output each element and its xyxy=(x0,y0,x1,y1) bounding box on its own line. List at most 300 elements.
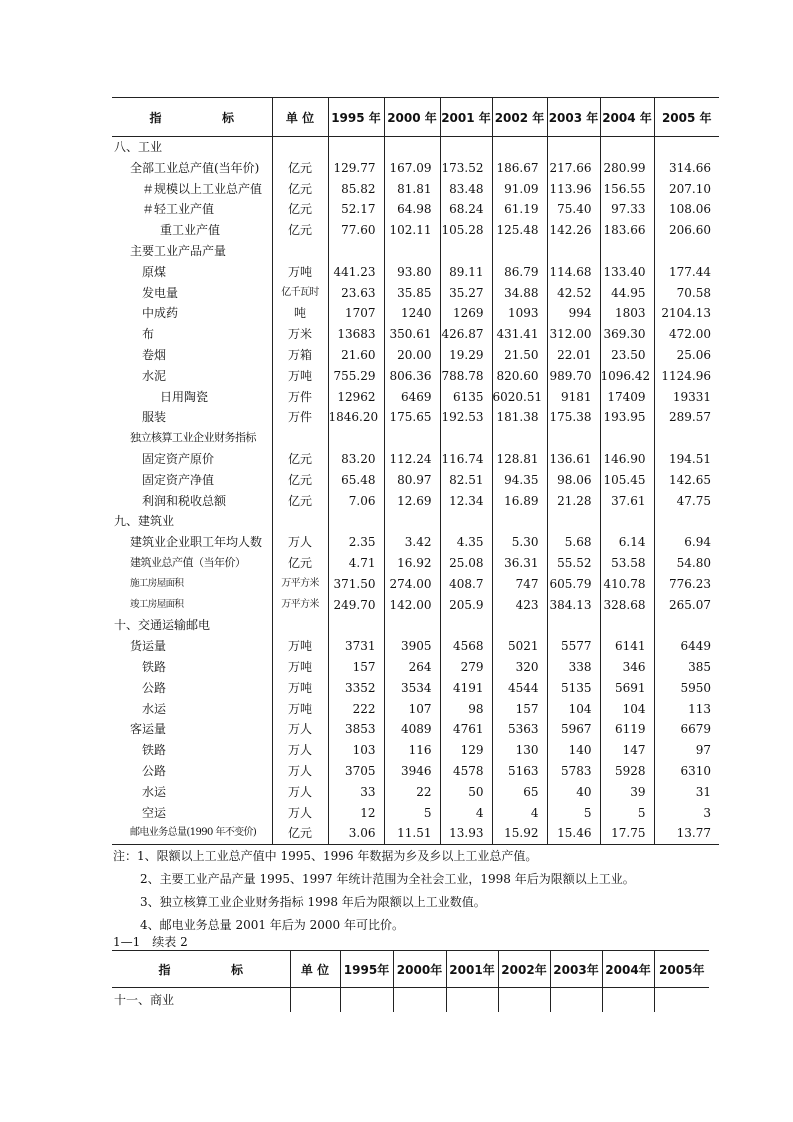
row-unit: 吨 xyxy=(272,303,328,324)
row-unit: 万人 xyxy=(272,719,328,740)
value-cell: 3705 xyxy=(328,761,384,782)
value-cell: 194.51 xyxy=(654,449,719,470)
row-label: 空运 xyxy=(142,805,167,820)
value-cell: 264 xyxy=(384,657,440,678)
row-label: 水运 xyxy=(142,701,167,716)
value-cell xyxy=(492,137,547,158)
row-unit: 亿千瓦时 xyxy=(272,283,328,304)
value-cell xyxy=(440,241,492,262)
value-cell: 5.68 xyxy=(547,532,600,553)
header-year: 2005年 xyxy=(654,951,709,988)
value-cell: 994 xyxy=(547,303,600,324)
table-row xyxy=(112,553,719,574)
value-cell: 426.87 xyxy=(440,324,492,345)
value-cell: 16.89 xyxy=(492,491,547,512)
row-label: 全部工业总产值(当年价) xyxy=(130,160,260,175)
value-cell: 89.11 xyxy=(440,262,492,283)
table-row xyxy=(112,283,719,304)
row-unit: 亿元 xyxy=(272,449,328,470)
value-cell xyxy=(547,615,600,636)
row-unit: 万平方米 xyxy=(272,574,328,595)
note-line: 注：1、限额以上工业总产值中 1995、1996 年数据为乡及乡以上工业总产值。 xyxy=(113,849,538,863)
value-cell xyxy=(440,428,492,449)
value-cell: 5135 xyxy=(547,678,600,699)
value-cell: 5967 xyxy=(547,719,600,740)
row-label: 水运 xyxy=(142,784,167,799)
value-cell: 312.00 xyxy=(547,324,600,345)
value-cell: 350.61 xyxy=(384,324,440,345)
value-cell: 47.75 xyxy=(654,491,719,512)
value-cell: 338 xyxy=(547,657,600,678)
value-cell: 83.48 xyxy=(440,179,492,200)
table-row xyxy=(112,657,719,678)
row-label: 布 xyxy=(142,327,155,342)
row-label: 施工房屋面积 xyxy=(130,577,184,589)
value-cell xyxy=(600,137,654,158)
value-cell: 11.51 xyxy=(384,823,440,844)
row-unit: 亿元 xyxy=(272,553,328,574)
row-label: 九、建筑业 xyxy=(114,514,175,529)
value-cell: 23.63 xyxy=(328,283,384,304)
row-label: 服装 xyxy=(142,410,167,425)
value-cell: 4578 xyxy=(440,761,492,782)
table-notes xyxy=(113,845,723,937)
value-cell: 12962 xyxy=(328,387,384,408)
value-cell: 384.13 xyxy=(547,595,600,616)
value-cell: 3352 xyxy=(328,678,384,699)
value-cell xyxy=(384,137,440,158)
value-cell: 369.30 xyxy=(600,324,654,345)
value-cell xyxy=(384,428,440,449)
value-cell: 1096.42 xyxy=(600,366,654,387)
value-cell: 3946 xyxy=(384,761,440,782)
table-row xyxy=(112,740,719,761)
row-label: 中成药 xyxy=(142,306,179,321)
value-cell: 65.48 xyxy=(328,470,384,491)
row-label: 公路 xyxy=(142,763,167,778)
value-cell: 40 xyxy=(547,782,600,803)
cell xyxy=(290,988,340,1013)
value-cell: 6.94 xyxy=(654,532,719,553)
header-unit: 单 位 xyxy=(272,98,328,137)
value-cell: 20.00 xyxy=(384,345,440,366)
value-cell xyxy=(384,511,440,532)
value-cell: 431.41 xyxy=(492,324,547,345)
value-cell: 6020.51 xyxy=(492,387,547,408)
value-cell xyxy=(440,137,492,158)
value-cell xyxy=(440,511,492,532)
value-cell: 61.19 xyxy=(492,199,547,220)
value-cell: 147 xyxy=(600,740,654,761)
value-cell: 6310 xyxy=(654,761,719,782)
row-unit: 万吨 xyxy=(272,699,328,720)
table-header-row xyxy=(112,951,709,988)
row-label: 铁路 xyxy=(142,659,167,674)
value-cell: 33 xyxy=(328,782,384,803)
value-cell: 39 xyxy=(600,782,654,803)
value-cell: 1269 xyxy=(440,303,492,324)
table-row xyxy=(112,636,719,657)
value-cell: 19331 xyxy=(654,387,719,408)
row-unit xyxy=(272,137,328,158)
value-cell: 68.24 xyxy=(440,199,492,220)
value-cell xyxy=(654,615,719,636)
value-cell: 105.45 xyxy=(600,470,654,491)
table-row xyxy=(112,324,719,345)
value-cell: 2104.13 xyxy=(654,303,719,324)
row-unit: 亿元 xyxy=(272,470,328,491)
table-row xyxy=(112,137,719,158)
table-row xyxy=(112,782,719,803)
value-cell: 207.10 xyxy=(654,179,719,200)
value-cell: 12 xyxy=(328,803,384,824)
value-cell: 747 xyxy=(492,574,547,595)
table-row xyxy=(112,158,719,179)
value-cell xyxy=(600,511,654,532)
row-unit: 万吨 xyxy=(272,366,328,387)
value-cell xyxy=(328,615,384,636)
row-label: 建筑业企业职工年均人数 xyxy=(130,535,263,550)
value-cell: 4 xyxy=(492,803,547,824)
value-cell: 21.50 xyxy=(492,345,547,366)
row-unit: 亿元 xyxy=(272,158,328,179)
row-unit: 万吨 xyxy=(272,636,328,657)
value-cell: 193.95 xyxy=(600,407,654,428)
value-cell: 3853 xyxy=(328,719,384,740)
row-label: 主要工业产品产量 xyxy=(130,243,227,258)
value-cell: 98 xyxy=(440,699,492,720)
note-line: 3、独立核算工业企业财务指标 1998 年后为限额以上工业数值。 xyxy=(140,895,486,909)
value-cell: 86.79 xyxy=(492,262,547,283)
value-cell: 6119 xyxy=(600,719,654,740)
row-label: 铁路 xyxy=(142,743,167,758)
table-row xyxy=(112,387,719,408)
row-label: 固定资产原价 xyxy=(142,451,215,466)
value-cell: 820.60 xyxy=(492,366,547,387)
value-cell: 175.65 xyxy=(384,407,440,428)
value-cell: 3.06 xyxy=(328,823,384,844)
value-cell: 22 xyxy=(384,782,440,803)
value-cell: 4544 xyxy=(492,678,547,699)
value-cell: 423 xyxy=(492,595,547,616)
header-year: 2000年 xyxy=(393,951,446,988)
value-cell: 5.30 xyxy=(492,532,547,553)
value-cell: 25.06 xyxy=(654,345,719,366)
value-cell: 104 xyxy=(547,699,600,720)
value-cell: 116 xyxy=(384,740,440,761)
table-row xyxy=(112,678,719,699)
value-cell: 12.69 xyxy=(384,491,440,512)
value-cell: 1240 xyxy=(384,303,440,324)
row-unit: 万人 xyxy=(272,740,328,761)
value-cell: 129.77 xyxy=(328,158,384,179)
table-body xyxy=(112,137,719,845)
value-cell: 82.51 xyxy=(440,470,492,491)
value-cell: 35.85 xyxy=(384,283,440,304)
value-cell: 31 xyxy=(654,782,719,803)
row-label: 固定资产净值 xyxy=(142,472,215,487)
table-row xyxy=(112,345,719,366)
value-cell xyxy=(492,615,547,636)
value-cell: 13683 xyxy=(328,324,384,345)
value-cell: 181.38 xyxy=(492,407,547,428)
header-year: 2002 年 xyxy=(492,98,547,137)
value-cell: 85.82 xyxy=(328,179,384,200)
value-cell: 125.48 xyxy=(492,220,547,241)
value-cell: 80.97 xyxy=(384,470,440,491)
value-cell: 130 xyxy=(492,740,547,761)
value-cell: 410.78 xyxy=(600,574,654,595)
value-cell: 289.57 xyxy=(654,407,719,428)
value-cell xyxy=(547,137,600,158)
value-cell: 3534 xyxy=(384,678,440,699)
table-row xyxy=(112,303,719,324)
value-cell xyxy=(654,241,719,262)
value-cell: 5021 xyxy=(492,636,547,657)
value-cell: 5577 xyxy=(547,636,600,657)
cell xyxy=(393,988,446,1013)
value-cell: 17409 xyxy=(600,387,654,408)
row-label: 十、交通运输邮电 xyxy=(114,618,211,633)
table-row xyxy=(112,179,719,200)
row-unit xyxy=(272,615,328,636)
value-cell: 186.67 xyxy=(492,158,547,179)
value-cell xyxy=(492,241,547,262)
cell xyxy=(602,988,654,1013)
value-cell: 5163 xyxy=(492,761,547,782)
value-cell: 97 xyxy=(654,740,719,761)
value-cell: 328.68 xyxy=(600,595,654,616)
value-cell: 157 xyxy=(328,657,384,678)
value-cell: 5691 xyxy=(600,678,654,699)
table-row xyxy=(112,220,719,241)
value-cell: 4761 xyxy=(440,719,492,740)
row-unit: 亿元 xyxy=(272,179,328,200)
value-cell xyxy=(328,137,384,158)
row-unit: 万箱 xyxy=(272,345,328,366)
value-cell: 55.52 xyxy=(547,553,600,574)
value-cell: 98.06 xyxy=(547,470,600,491)
value-cell: 13.93 xyxy=(440,823,492,844)
value-cell: 173.52 xyxy=(440,158,492,179)
row-unit xyxy=(272,511,328,532)
value-cell: 34.88 xyxy=(492,283,547,304)
table-row xyxy=(112,407,719,428)
value-cell: 177.44 xyxy=(654,262,719,283)
value-cell: 77.60 xyxy=(328,220,384,241)
table-row xyxy=(112,823,719,844)
header-year: 2003 年 xyxy=(547,98,600,137)
row-unit: 万米 xyxy=(272,324,328,345)
table-row xyxy=(112,241,719,262)
row-label: 独立核算工业企业财务指标 xyxy=(130,431,256,445)
value-cell: 54.80 xyxy=(654,553,719,574)
value-cell: 3731 xyxy=(328,636,384,657)
value-cell: 1124.96 xyxy=(654,366,719,387)
table-row xyxy=(112,988,709,1013)
value-cell: 788.78 xyxy=(440,366,492,387)
value-cell: 1093 xyxy=(492,303,547,324)
statistics-table xyxy=(112,97,719,845)
header-unit: 单 位 xyxy=(290,951,340,988)
value-cell: 35.27 xyxy=(440,283,492,304)
value-cell: 217.66 xyxy=(547,158,600,179)
value-cell xyxy=(384,615,440,636)
header-year: 1995年 xyxy=(340,951,393,988)
continuation-table xyxy=(112,950,709,1012)
value-cell xyxy=(492,511,547,532)
row-unit: 万吨 xyxy=(272,678,328,699)
cell xyxy=(446,988,498,1013)
value-cell: 192.53 xyxy=(440,407,492,428)
value-cell xyxy=(547,511,600,532)
row-unit: 亿元 xyxy=(272,491,328,512)
value-cell: 75.40 xyxy=(547,199,600,220)
value-cell: 314.66 xyxy=(654,158,719,179)
row-label: 十一、商业 xyxy=(114,993,175,1007)
continuation-caption: 1—1 续表 2 xyxy=(113,935,188,949)
value-cell: 806.36 xyxy=(384,366,440,387)
row-label: 客运量 xyxy=(130,722,167,737)
value-cell: 107 xyxy=(384,699,440,720)
value-cell: 128.81 xyxy=(492,449,547,470)
value-cell: 4 xyxy=(440,803,492,824)
value-cell: 142.26 xyxy=(547,220,600,241)
row-unit: 万人 xyxy=(272,803,328,824)
value-cell: 102.11 xyxy=(384,220,440,241)
value-cell: 206.60 xyxy=(654,220,719,241)
value-cell: 385 xyxy=(654,657,719,678)
value-cell: 167.09 xyxy=(384,158,440,179)
table-row xyxy=(112,366,719,387)
value-cell xyxy=(654,428,719,449)
table-row xyxy=(112,449,719,470)
value-cell: 19.29 xyxy=(440,345,492,366)
row-unit: 亿元 xyxy=(272,199,328,220)
value-cell xyxy=(440,615,492,636)
value-cell: 50 xyxy=(440,782,492,803)
value-cell: 222 xyxy=(328,699,384,720)
row-unit xyxy=(272,241,328,262)
value-cell: 3 xyxy=(654,803,719,824)
row-label: 邮电业务总量(1990 年不变价) xyxy=(112,823,272,844)
value-cell: 3905 xyxy=(384,636,440,657)
value-cell xyxy=(328,511,384,532)
value-cell: 408.7 xyxy=(440,574,492,595)
value-cell xyxy=(600,615,654,636)
value-cell: 157 xyxy=(492,699,547,720)
value-cell: 755.29 xyxy=(328,366,384,387)
header-year: 1995 年 xyxy=(328,98,384,137)
value-cell: 9181 xyxy=(547,387,600,408)
value-cell: 280.99 xyxy=(600,158,654,179)
value-cell: 136.61 xyxy=(547,449,600,470)
value-cell: 183.66 xyxy=(600,220,654,241)
value-cell: 12.34 xyxy=(440,491,492,512)
table-row xyxy=(112,470,719,491)
table-header-row xyxy=(112,98,719,137)
value-cell: 265.07 xyxy=(654,595,719,616)
value-cell: 21.60 xyxy=(328,345,384,366)
row-unit: 万件 xyxy=(272,387,328,408)
row-label: 竣工房屋面积 xyxy=(130,598,184,610)
table-row xyxy=(112,262,719,283)
row-unit: 万人 xyxy=(272,761,328,782)
row-label: 发电量 xyxy=(142,285,179,300)
table-row xyxy=(112,511,719,532)
row-unit: 万人 xyxy=(272,782,328,803)
row-label: 卷烟 xyxy=(142,347,167,362)
value-cell: 16.92 xyxy=(384,553,440,574)
cell xyxy=(340,988,393,1013)
value-cell: 5950 xyxy=(654,678,719,699)
value-cell: 103 xyxy=(328,740,384,761)
cell xyxy=(498,988,550,1013)
value-cell: 371.50 xyxy=(328,574,384,595)
value-cell: 116.74 xyxy=(440,449,492,470)
value-cell: 1803 xyxy=(600,303,654,324)
value-cell: 81.81 xyxy=(384,179,440,200)
value-cell: 142.00 xyxy=(384,595,440,616)
row-label: 重工业产值 xyxy=(160,223,221,238)
value-cell: 274.00 xyxy=(384,574,440,595)
value-cell: 4.71 xyxy=(328,553,384,574)
table-row xyxy=(112,761,719,782)
row-label: 原煤 xyxy=(142,264,167,279)
row-unit: 万人 xyxy=(272,532,328,553)
value-cell: 15.92 xyxy=(492,823,547,844)
header-indicator-right: 标 xyxy=(230,962,243,977)
row-label: 建筑业总产值（当年价） xyxy=(130,555,246,569)
value-cell: 5 xyxy=(547,803,600,824)
value-cell: 114.68 xyxy=(547,262,600,283)
row-label: 公路 xyxy=(142,680,167,695)
value-cell: 320 xyxy=(492,657,547,678)
value-cell: 97.33 xyxy=(600,199,654,220)
value-cell: 91.09 xyxy=(492,179,547,200)
value-cell: 22.01 xyxy=(547,345,600,366)
row-unit xyxy=(272,428,328,449)
value-cell xyxy=(328,241,384,262)
value-cell: 4191 xyxy=(440,678,492,699)
value-cell: 205.9 xyxy=(440,595,492,616)
table-row xyxy=(112,719,719,740)
row-unit: 万吨 xyxy=(272,657,328,678)
value-cell: 44.95 xyxy=(600,283,654,304)
value-cell: 6135 xyxy=(440,387,492,408)
value-cell: 105.28 xyxy=(440,220,492,241)
value-cell: 15.46 xyxy=(547,823,600,844)
value-cell: 25.08 xyxy=(440,553,492,574)
note-line: 4、邮电业务总量 2001 年后为 2000 年可比价。 xyxy=(140,918,404,932)
value-cell xyxy=(328,428,384,449)
row-label: 水泥 xyxy=(142,368,167,383)
value-cell xyxy=(547,241,600,262)
value-cell: 776.23 xyxy=(654,574,719,595)
header-year: 2003年 xyxy=(550,951,602,988)
value-cell xyxy=(654,511,719,532)
row-unit: 万件 xyxy=(272,407,328,428)
row-unit: 万平方米 xyxy=(272,595,328,616)
value-cell xyxy=(600,428,654,449)
value-cell: 5363 xyxy=(492,719,547,740)
row-unit: 亿元 xyxy=(272,823,328,844)
row-label: 利润和税收总额 xyxy=(142,493,227,508)
cell xyxy=(550,988,602,1013)
value-cell: 156.55 xyxy=(600,179,654,200)
value-cell: 104 xyxy=(600,699,654,720)
value-cell: 13.77 xyxy=(654,823,719,844)
